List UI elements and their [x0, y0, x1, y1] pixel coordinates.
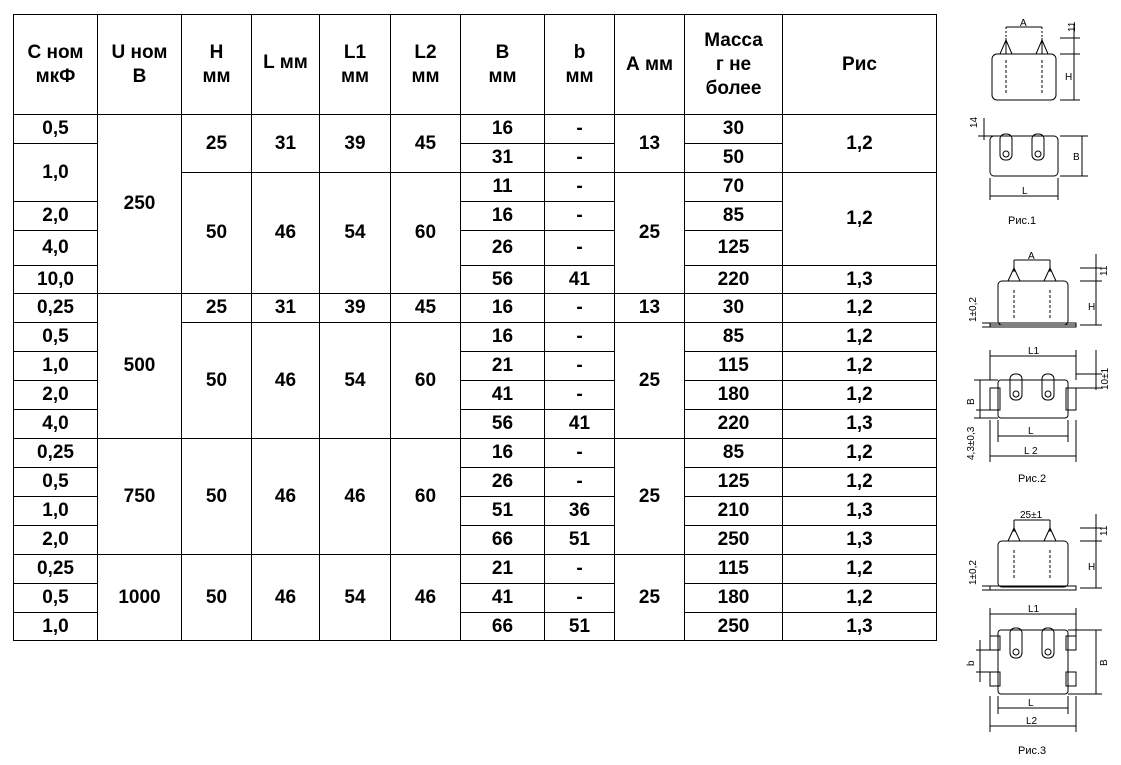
cell-c: 1,0	[14, 497, 98, 526]
cell-mass: 125	[685, 468, 783, 497]
cell-bs: 51	[545, 526, 615, 555]
cell-c: 0,5	[14, 468, 98, 497]
cell-b: 66	[461, 613, 545, 641]
cell-fig: 1,2	[783, 115, 937, 173]
svg-text:H: H	[1088, 302, 1096, 313]
cell-b: 16	[461, 323, 545, 352]
svg-text:Рис.2: Рис.2	[1018, 473, 1047, 485]
header-voltage: U ном В	[98, 15, 182, 115]
svg-text:B: B	[1099, 659, 1110, 666]
svg-text:1±0,2: 1±0,2	[968, 297, 979, 322]
cell-b: 41	[461, 381, 545, 410]
header-b-small: b мм	[545, 15, 615, 115]
cell-fig: 1,3	[783, 613, 937, 641]
cell-mass: 125	[685, 231, 783, 266]
cell-l1: 54	[320, 323, 391, 439]
svg-text:Рис.1: Рис.1	[1008, 215, 1037, 227]
cell-l: 46	[252, 439, 320, 555]
cell-l1: 54	[320, 555, 391, 641]
fig2-side-view	[968, 251, 1110, 327]
cell-b: 16	[461, 294, 545, 323]
cell-b: 66	[461, 526, 545, 555]
header-length1: L1 мм	[320, 15, 391, 115]
cell-l2: 45	[391, 115, 461, 173]
cell-l2: 46	[391, 555, 461, 641]
cell-bs: 36	[545, 497, 615, 526]
svg-text:L2: L2	[1026, 716, 1038, 727]
cell-u: 1000	[98, 555, 182, 641]
cell-mass: 85	[685, 323, 783, 352]
cell-mass: 70	[685, 173, 783, 202]
cell-fig: 1,2	[783, 323, 937, 352]
cell-u: 750	[98, 439, 182, 555]
cell-h: 50	[182, 439, 252, 555]
cell-a: 25	[615, 555, 685, 641]
header-width: В мм	[461, 15, 545, 115]
cell-b: 51	[461, 497, 545, 526]
svg-text:A: A	[1028, 251, 1035, 262]
dimension-drawings	[962, 10, 1117, 760]
cell-fig: 1,2	[783, 584, 937, 613]
svg-text:B: B	[1073, 152, 1080, 163]
cell-mass: 115	[685, 352, 783, 381]
cell-c: 1,0	[14, 352, 98, 381]
svg-text:L1: L1	[1028, 604, 1040, 615]
table-row	[14, 555, 937, 584]
cell-bs: -	[545, 202, 615, 231]
svg-text:A: A	[1020, 18, 1027, 29]
cell-bs: -	[545, 584, 615, 613]
svg-text:b: b	[966, 660, 977, 666]
cell-c: 4,0	[14, 231, 98, 266]
table-row	[14, 294, 937, 323]
cell-l1: 54	[320, 173, 391, 294]
cell-c: 0,25	[14, 439, 98, 468]
cell-b: 16	[461, 439, 545, 468]
cell-l2: 60	[391, 439, 461, 555]
cell-b: 16	[461, 115, 545, 144]
cell-bs: -	[545, 231, 615, 266]
cell-l2: 60	[391, 173, 461, 294]
svg-text:B: B	[966, 398, 977, 405]
cell-mass: 30	[685, 115, 783, 144]
cell-fig: 1,2	[783, 294, 937, 323]
svg-text:L1: L1	[1028, 346, 1040, 357]
cell-l: 31	[252, 115, 320, 173]
cell-a: 25	[615, 439, 685, 555]
cell-c: 10,0	[14, 266, 98, 294]
header-length2: L2 мм	[391, 15, 461, 115]
cell-bs: -	[545, 323, 615, 352]
cell-fig: 1,3	[783, 497, 937, 526]
cell-b: 21	[461, 555, 545, 584]
cell-l2: 45	[391, 294, 461, 323]
cell-mass: 220	[685, 266, 783, 294]
table-row	[14, 115, 937, 144]
cell-u: 500	[98, 294, 182, 439]
cell-fig: 1,2	[783, 173, 937, 266]
svg-text:L: L	[1028, 698, 1034, 709]
cell-a: 25	[615, 173, 685, 294]
svg-text:11: 11	[1099, 265, 1110, 276]
svg-text:Рис.3: Рис.3	[1018, 745, 1047, 757]
cell-fig: 1,3	[783, 526, 937, 555]
svg-text:10±1: 10±1	[1100, 367, 1111, 390]
cell-c: 4,0	[14, 410, 98, 439]
header-height: Н мм	[182, 15, 252, 115]
cell-bs: -	[545, 468, 615, 497]
cell-fig: 1,2	[783, 555, 937, 584]
cell-bs: -	[545, 144, 615, 173]
cell-mass: 30	[685, 294, 783, 323]
cell-fig: 1,2	[783, 352, 937, 381]
cell-c: 1,0	[14, 144, 98, 202]
cell-h: 50	[182, 323, 252, 439]
table-row	[14, 439, 937, 468]
cell-b: 41	[461, 584, 545, 613]
cell-c: 0,5	[14, 323, 98, 352]
cell-l: 46	[252, 173, 320, 294]
fig3-top-view	[966, 604, 1110, 757]
cell-mass: 250	[685, 613, 783, 641]
cell-bs: 41	[545, 410, 615, 439]
cell-c: 1,0	[14, 613, 98, 641]
cell-fig: 1,3	[783, 266, 937, 294]
cell-mass: 180	[685, 584, 783, 613]
cell-c: 2,0	[14, 526, 98, 555]
header-length: L мм	[252, 15, 320, 115]
fig1-top-view	[969, 116, 1088, 227]
cell-fig: 1,3	[783, 410, 937, 439]
cell-bs: -	[545, 173, 615, 202]
cell-l: 46	[252, 555, 320, 641]
svg-text:H: H	[1088, 562, 1096, 573]
capacitor-spec-table	[13, 14, 937, 641]
cell-u: 250	[98, 115, 182, 294]
cell-b: 26	[461, 231, 545, 266]
cell-bs: 41	[545, 266, 615, 294]
cell-l: 46	[252, 323, 320, 439]
cell-fig: 1,2	[783, 439, 937, 468]
cell-l1: 39	[320, 294, 391, 323]
header-figure: Рис	[783, 15, 937, 115]
fig1-side-view	[992, 18, 1080, 100]
cell-b: 56	[461, 266, 545, 294]
cell-l2: 60	[391, 323, 461, 439]
cell-mass: 250	[685, 526, 783, 555]
cell-b: 31	[461, 144, 545, 173]
cell-bs: -	[545, 439, 615, 468]
fig3-side-view	[968, 510, 1110, 590]
cell-bs: 51	[545, 613, 615, 641]
header-capacitance: С ном мкФ	[14, 15, 98, 115]
cell-c: 0,25	[14, 555, 98, 584]
cell-bs: -	[545, 294, 615, 323]
cell-mass: 115	[685, 555, 783, 584]
svg-text:L: L	[1028, 426, 1034, 437]
svg-text:L: L	[1022, 186, 1028, 197]
svg-text:1±0,2: 1±0,2	[968, 560, 979, 585]
cell-b: 16	[461, 202, 545, 231]
cell-bs: -	[545, 352, 615, 381]
cell-h: 25	[182, 115, 252, 173]
cell-mass: 85	[685, 202, 783, 231]
cell-bs: -	[545, 115, 615, 144]
cell-mass: 210	[685, 497, 783, 526]
cell-mass: 50	[685, 144, 783, 173]
svg-text:14: 14	[969, 116, 980, 128]
cell-h: 50	[182, 173, 252, 294]
header-mass: Масса г не более	[685, 15, 783, 115]
cell-l1: 39	[320, 115, 391, 173]
svg-text:11: 11	[1067, 21, 1078, 32]
header-a: А мм	[615, 15, 685, 115]
cell-a: 13	[615, 294, 685, 323]
cell-l: 31	[252, 294, 320, 323]
cell-a: 25	[615, 323, 685, 439]
svg-text:4,3±0,3: 4,3±0,3	[966, 426, 977, 460]
cell-h: 50	[182, 555, 252, 641]
cell-c: 0,5	[14, 584, 98, 613]
cell-mass: 180	[685, 381, 783, 410]
cell-c: 0,5	[14, 115, 98, 144]
cell-bs: -	[545, 555, 615, 584]
cell-bs: -	[545, 381, 615, 410]
fig2-top-view	[966, 346, 1111, 485]
cell-mass: 220	[685, 410, 783, 439]
cell-l1: 46	[320, 439, 391, 555]
cell-mass: 85	[685, 439, 783, 468]
cell-c: 2,0	[14, 381, 98, 410]
cell-h: 25	[182, 294, 252, 323]
cell-c: 2,0	[14, 202, 98, 231]
cell-b: 26	[461, 468, 545, 497]
cell-a: 13	[615, 115, 685, 173]
cell-fig: 1,2	[783, 381, 937, 410]
svg-text:25±1: 25±1	[1020, 510, 1043, 521]
cell-c: 0,25	[14, 294, 98, 323]
cell-fig: 1,2	[783, 468, 937, 497]
svg-text:H: H	[1065, 72, 1073, 83]
cell-b: 56	[461, 410, 545, 439]
svg-text:11: 11	[1099, 525, 1110, 536]
svg-text:L 2: L 2	[1024, 446, 1038, 457]
header-row	[14, 15, 937, 115]
cell-b: 11	[461, 173, 545, 202]
cell-b: 21	[461, 352, 545, 381]
